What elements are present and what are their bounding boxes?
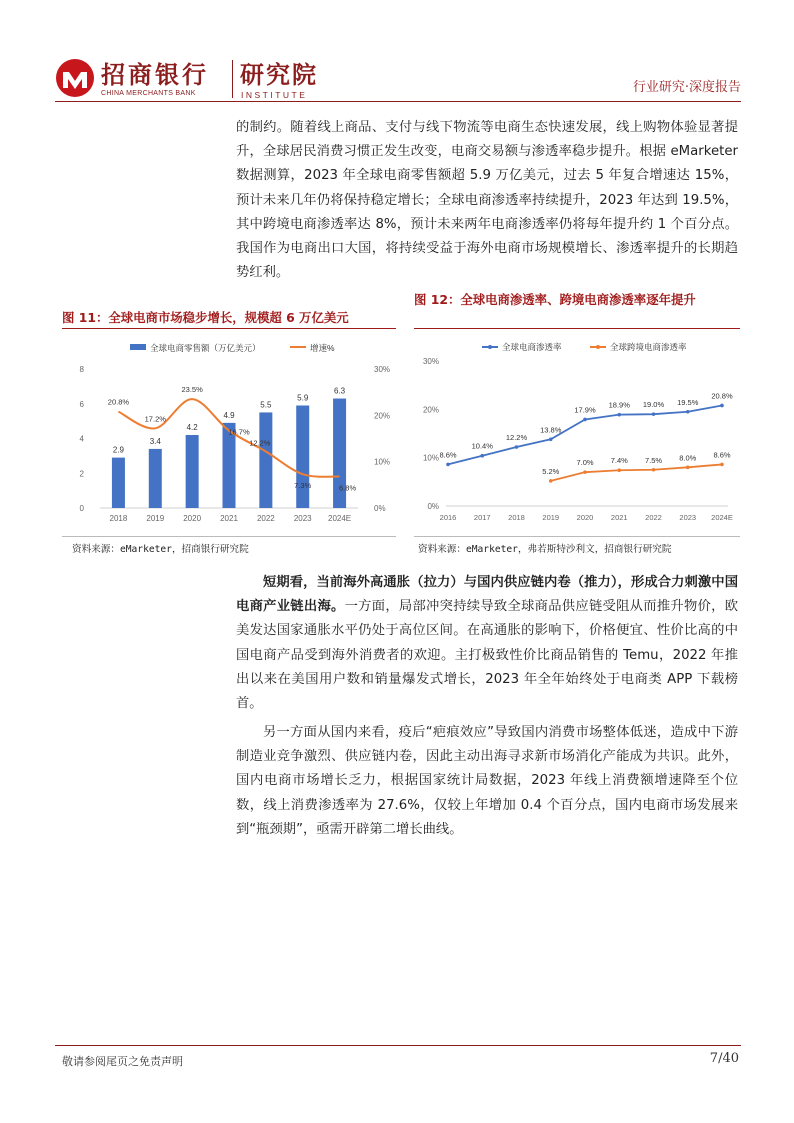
data-value-label: 20.8% [711, 391, 733, 401]
data-point [480, 454, 484, 458]
x-tick-label: 2018 [109, 514, 128, 523]
data-point [549, 479, 553, 483]
bar-value-label: 3.4 [149, 436, 161, 446]
figure12-bottom-rule [414, 536, 740, 537]
figure11-title-rule [62, 328, 396, 329]
legend-label-penetration: 全球电商渗透率 [502, 342, 562, 352]
intro-paragraph [236, 116, 738, 285]
data-value-label: 17.9% [574, 405, 596, 415]
y-axis-tick: 20% [422, 405, 439, 415]
legend-marker-crossborder [596, 345, 600, 349]
brand-name-cn: 招商银行 [101, 60, 209, 89]
figure11-title: 图 11：全球电商市场稳步增长，规模超 6 万亿美元 [62, 310, 349, 325]
data-value-label: 19.0% [642, 400, 665, 410]
left-axis-tick: 0 [79, 504, 84, 513]
figure12-chart [414, 333, 740, 533]
x-tick-label: 2016 [439, 513, 457, 522]
report-category: 行业研究·深度报告 [632, 80, 741, 95]
data-value-label: 18.9% [608, 400, 630, 410]
bar-sales [112, 458, 125, 508]
growth-value-label: 7.3% [294, 481, 312, 491]
bar-sales [294, 405, 312, 508]
bar-sales [259, 412, 272, 508]
data-point [583, 470, 587, 474]
y-axis-tick: 30% [422, 357, 439, 366]
x-tick-label: 2022 [645, 513, 662, 522]
x-tick-label: 2019 [146, 514, 165, 523]
data-point [446, 463, 450, 467]
header-separator [232, 60, 233, 98]
x-tick-label: 2023 [293, 514, 312, 523]
data-point [515, 445, 519, 449]
growth-value-label: 6.8% [339, 483, 357, 493]
left-axis-tick: 6 [79, 399, 84, 409]
data-point [686, 466, 690, 470]
legend-marker-penetration [488, 345, 492, 349]
data-value-label: 13.8% [540, 425, 562, 435]
bar-sales [186, 435, 199, 508]
x-tick-label: 2017 [473, 513, 491, 522]
data-value-label: 7.5% [644, 455, 663, 465]
data-point [617, 413, 621, 417]
figure11-chart [62, 333, 396, 533]
institute-name-en: INSTITUTE [241, 90, 308, 100]
bar-value-label: 5.5 [260, 400, 272, 410]
growth-value-label: 12.2% [249, 438, 271, 448]
x-tick-label: 2024E [711, 513, 733, 522]
data-value-label: 5.2% [542, 466, 560, 476]
data-point [583, 418, 587, 422]
intro-text: 的制约。随着线上商品、支付与线下物流等电商生态快速发展，线上购物体验显著提升，全球居民消费习惯正发生改变，电商交易额与渗透率稳步提升。根据 eMarketer 数据测算，2023 年全球电商零售额超 5.9 万亿美元，过去 5 年复合增速达 15%，预计未来几年仍将保持稳定增长；全球电商渗透率持续提升，2023 年达到 19.5%，其中跨境电商渗透率达 8%，预计未来两年电商渗透率仍将每年提升约 1 个百分点。我国作为电商出口大国，将持续受益于海外电商市场规模增长、渗透率提升的长期趋势红利。 [236, 120, 738, 281]
legend-label-growth: 增速% [310, 343, 335, 353]
data-point [652, 412, 656, 416]
bar-value-label: 2.9 [112, 445, 124, 455]
data-point [686, 410, 690, 414]
disclaimer-note: 敬请参阅尾页之免责声明 [62, 1055, 183, 1068]
left-axis-tick: 4 [79, 434, 84, 444]
institute-name-cn: 研究院 [240, 60, 318, 89]
page-header [55, 58, 741, 102]
data-value-label: 7.4% [610, 456, 628, 466]
x-tick-label: 2024E [328, 514, 352, 523]
paragraph-2-body: 一方面，局部冲突持续导致全球商品供应链受阻从而推升物价，欧美发达国家通胀水平仍处于高位区间。在高通胀的影响下，价格便宜、性价比高的中国电商产品受到海外消费者的欢迎。主打极致性价比商品销售的 Temu，2022 年推出以来在美国用户数和销量爆发式增长，2023 年全年始终处于电商类 APP 下载榜首。 [236, 599, 739, 712]
figure12-source: 资料来源：eMarketer，弗若斯特沙利文，招商银行研究院 [418, 544, 672, 555]
legend-label-crossborder: 全球跨境电商渗透率 [610, 342, 687, 352]
header-rule [55, 101, 741, 102]
figure12-title-rule [414, 328, 740, 329]
right-axis-tick: 20% [374, 411, 391, 421]
bar-value-label: 4.9 [223, 410, 235, 420]
data-value-label: 19.5% [677, 397, 699, 407]
x-tick-label: 2023 [679, 513, 697, 522]
growth-value-label: 23.5% [181, 385, 203, 395]
paragraph-2 [236, 571, 738, 716]
data-point [720, 463, 724, 467]
x-tick-label: 2020 [183, 514, 202, 523]
bar-sales [149, 449, 162, 508]
right-axis-tick: 10% [374, 457, 391, 467]
data-value-label: 12.2% [505, 433, 528, 443]
left-axis-tick: 8 [79, 365, 84, 374]
brand-name-en: CHINA MERCHANTS BANK [101, 90, 196, 97]
bar-value-label: 4.2 [186, 423, 198, 433]
growth-value-label: 17.2% [144, 414, 166, 424]
x-tick-label: 2019 [542, 513, 560, 522]
right-axis-tick: 30% [374, 365, 391, 374]
right-axis-tick: 0% [374, 504, 386, 513]
x-tick-label: 2018 [508, 513, 525, 522]
bar-value-label: 6.3 [334, 386, 346, 396]
footer-rule [55, 1045, 741, 1046]
data-point [652, 468, 656, 472]
data-point [549, 438, 553, 442]
figure11-source: 资料来源：eMarketer，招商银行研究院 [72, 544, 249, 555]
paragraph-3 [236, 721, 738, 842]
legend-swatch-sales [130, 344, 146, 350]
y-axis-tick: 10% [422, 453, 439, 463]
legend-label-sales: 全球电商零售额（万亿美元） [150, 343, 261, 353]
data-point [720, 404, 724, 408]
data-value-label: 8.0% [679, 453, 697, 463]
paragraph-3-text: 另一方面从国内来看，疫后“疤痕效应”导致国内消费市场整体低迷，造成中下游制造业竞争激烈、供应链内卷，因此主动出海寻求新市场消化产能成为共识。此外，国内电商市场增长乏力，根据国家统计局数据，2023 年线上消费额增速降至个位数，线上消费渗透率为 27.6%，仅较上年增加 0.4 个百分点，国内电商市场发展来到“瓶颈期”，亟需开辟第二增长曲线。 [236, 725, 738, 837]
data-value-label: 7.0% [576, 458, 594, 468]
page-number: 7/40 [709, 1051, 739, 1066]
data-value-label: 8.6% [713, 450, 731, 460]
data-value-label: 8.6% [439, 450, 457, 460]
x-tick-label: 2021 [220, 514, 238, 523]
x-tick-label: 2021 [610, 513, 628, 522]
x-tick-label: 2022 [256, 514, 275, 523]
figure11-bottom-rule [62, 536, 396, 537]
x-tick-label: 2020 [576, 513, 594, 522]
growth-value-label: 16.7% [228, 427, 250, 437]
paragraph-2-lead: 短期看，当前海外高通胀（拉力）与国内供应链内卷（推力），形成合力刺激中国电商产业链出海。 [236, 575, 738, 615]
figure12-title: 图 12：全球电商渗透率、跨境电商渗透率逐年提升 [414, 292, 696, 307]
cmb-logo-icon [55, 58, 95, 98]
y-axis-tick: 0% [427, 502, 439, 511]
growth-value-label: 20.8% [107, 397, 130, 407]
bar-value-label: 5.9 [297, 393, 309, 403]
data-point [617, 468, 621, 472]
data-value-label: 10.4% [471, 441, 493, 451]
left-axis-tick: 2 [79, 469, 84, 479]
